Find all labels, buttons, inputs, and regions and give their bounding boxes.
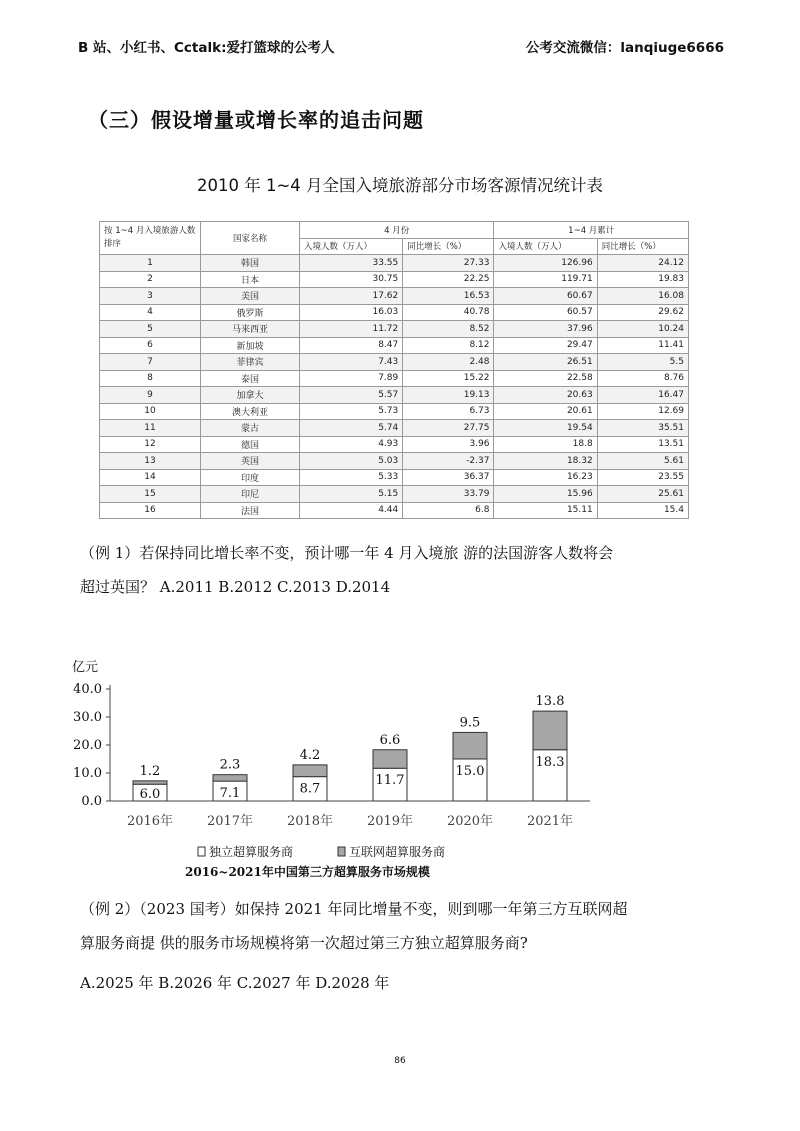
- head-april: 4 月份: [300, 222, 494, 239]
- cell-country: 印度: [201, 469, 300, 486]
- cell-april-growth: 22.25: [403, 271, 494, 288]
- cell-april-growth: 27.75: [403, 420, 494, 437]
- bar-internet-label: 1.2: [139, 763, 161, 779]
- cell-cum-visitors: 19.54: [494, 420, 597, 437]
- bar-independent-label: 8.7: [299, 781, 321, 797]
- head-april-growth: 同比增长（%）: [403, 238, 494, 255]
- bar-internet-label: 9.5: [459, 715, 481, 731]
- head-country: 国家名称: [201, 222, 300, 255]
- cell-country: 日本: [201, 271, 300, 288]
- section-title: （三）假设增量或增长率的追击问题: [88, 108, 424, 132]
- table-row: [100, 255, 689, 272]
- cell-country: 德国: [201, 436, 300, 453]
- cell-april-growth: 8.12: [403, 337, 494, 354]
- cell-april-growth: 19.13: [403, 387, 494, 404]
- legend-label-independent: 独立超算服务商: [209, 845, 294, 859]
- cell-april-growth: 15.22: [403, 370, 494, 387]
- cell-cum-growth: 23.55: [597, 469, 688, 486]
- table-body: [100, 255, 689, 519]
- table-row: [100, 469, 689, 486]
- example1-line1: （例 1）若保持同比增长率不变，预计哪一年 4 月入境旅 游的法国游客人数将会: [80, 544, 614, 562]
- cell-country: 法国: [201, 502, 300, 519]
- table-row: [100, 436, 689, 453]
- cell-april-visitors: 7.89: [300, 370, 403, 387]
- cell-cum-visitors: 60.67: [494, 288, 597, 305]
- bar-independent-label: 7.1: [219, 786, 241, 802]
- table-title: 2010 年 1~4 月全国入境旅游部分市场客源情况统计表: [196, 176, 604, 195]
- cell-country: 新加坡: [201, 337, 300, 354]
- cell-april-visitors: 5.74: [300, 420, 403, 437]
- cell-cum-visitors: 20.61: [494, 403, 597, 420]
- bar-internet-label: 13.8: [535, 694, 565, 710]
- cell-rank: 12: [100, 436, 201, 453]
- cell-cum-growth: 15.4: [597, 502, 688, 519]
- cell-cum-growth: 10.24: [597, 321, 688, 338]
- y-tick-label: 20.0: [73, 738, 102, 753]
- legend-swatch-independent: [198, 847, 205, 856]
- table-row: [100, 502, 689, 519]
- cell-april-visitors: 5.03: [300, 453, 403, 470]
- cell-cum-visitors: 119.71: [494, 271, 597, 288]
- cell-april-growth: 16.53: [403, 288, 494, 305]
- table-row: [100, 321, 689, 338]
- page-header: [78, 36, 724, 58]
- cell-april-visitors: 33.55: [300, 255, 403, 272]
- y-tick-label: 40.0: [73, 682, 102, 697]
- cell-country: 韩国: [201, 255, 300, 272]
- cell-april-visitors: 5.73: [300, 403, 403, 420]
- cell-cum-visitors: 60.57: [494, 304, 597, 321]
- cell-cum-growth: 11.41: [597, 337, 688, 354]
- cell-rank: 7: [100, 354, 201, 371]
- cell-country: 泰国: [201, 370, 300, 387]
- cell-rank: 8: [100, 370, 201, 387]
- legend-swatch-internet: [338, 847, 345, 856]
- table-row: [100, 486, 689, 503]
- cell-april-visitors: 4.44: [300, 502, 403, 519]
- cell-cum-growth: 19.83: [597, 271, 688, 288]
- cell-april-growth: 27.33: [403, 255, 494, 272]
- cell-rank: 10: [100, 403, 201, 420]
- head-april-visitors: 入境人数（万人）: [300, 238, 403, 255]
- cell-rank: 15: [100, 486, 201, 503]
- table-row: [100, 453, 689, 470]
- table-row: [100, 370, 689, 387]
- cell-april-visitors: 30.75: [300, 271, 403, 288]
- cell-cum-visitors: 16.23: [494, 469, 597, 486]
- cell-cum-visitors: 37.96: [494, 321, 597, 338]
- x-tick-label: 2016年: [126, 814, 174, 829]
- table-row: [100, 354, 689, 371]
- cell-country: 蒙古: [201, 420, 300, 437]
- cell-cum-growth: 5.5: [597, 354, 688, 371]
- table-row: [100, 271, 689, 288]
- cell-cum-growth: 5.61: [597, 453, 688, 470]
- x-tick-label: 2017年: [206, 814, 254, 829]
- cell-cum-visitors: 22.58: [494, 370, 597, 387]
- cell-rank: 13: [100, 453, 201, 470]
- cell-country: 澳大利亚: [201, 403, 300, 420]
- cell-april-growth: -2.37: [403, 453, 494, 470]
- page-number: 86: [394, 1056, 406, 1066]
- cell-cum-visitors: 18.32: [494, 453, 597, 470]
- x-tick-label: 2018年: [286, 814, 334, 829]
- table-row: [100, 337, 689, 354]
- bar-internet: [213, 775, 247, 781]
- cell-cum-visitors: 20.63: [494, 387, 597, 404]
- chart-title: 2016~2021年中国第三方超算服务市场规模: [185, 865, 430, 879]
- cell-country: 加拿大: [201, 387, 300, 404]
- table-row: [100, 304, 689, 321]
- cell-april-visitors: 5.57: [300, 387, 403, 404]
- header-left-text: B 站、小红书、Cctalk:爱打篮球的公考人: [78, 40, 335, 56]
- head-cum-visitors: 入境人数（万人）: [494, 238, 597, 255]
- cell-april-visitors: 16.03: [300, 304, 403, 321]
- bar-internet: [453, 732, 487, 759]
- head-cumulative: 1~4 月累计: [494, 222, 689, 239]
- bar-internet: [373, 750, 407, 768]
- cell-country: 英国: [201, 453, 300, 470]
- cell-country: 美国: [201, 288, 300, 305]
- cell-april-visitors: 5.33: [300, 469, 403, 486]
- cell-april-growth: 6.73: [403, 403, 494, 420]
- cell-april-growth: 6.8: [403, 502, 494, 519]
- cell-rank: 4: [100, 304, 201, 321]
- y-tick-label: 10.0: [73, 766, 102, 781]
- cell-cum-growth: 16.47: [597, 387, 688, 404]
- table-row: [100, 387, 689, 404]
- example1-question: [80, 536, 728, 604]
- cell-april-growth: 2.48: [403, 354, 494, 371]
- head-cum-growth: 同比增长（%）: [597, 238, 688, 255]
- cell-cum-visitors: 18.8: [494, 436, 597, 453]
- cell-rank: 5: [100, 321, 201, 338]
- cell-cum-visitors: 29.47: [494, 337, 597, 354]
- cell-country: 马来西亚: [201, 321, 300, 338]
- bar-independent-label: 18.3: [535, 754, 565, 770]
- tourism-stats-table: [99, 221, 689, 519]
- cell-april-visitors: 7.43: [300, 354, 403, 371]
- cell-country: 印尼: [201, 486, 300, 503]
- bar-chart: [60, 645, 600, 885]
- cell-april-visitors: 5.15: [300, 486, 403, 503]
- cell-cum-growth: 29.62: [597, 304, 688, 321]
- header-right-text: 公考交流微信：lanqiuge6666: [525, 40, 724, 56]
- cell-rank: 1: [100, 255, 201, 272]
- table-row: [100, 420, 689, 437]
- cell-country: 菲律宾: [201, 354, 300, 371]
- head-rank: 按 1~4 月入境旅游人数排序: [100, 222, 201, 255]
- cell-april-growth: 8.52: [403, 321, 494, 338]
- cell-april-growth: 36.37: [403, 469, 494, 486]
- bar-independent-label: 11.7: [375, 773, 405, 789]
- cell-cum-visitors: 15.11: [494, 502, 597, 519]
- legend-label-internet: 互联网超算服务商: [349, 845, 446, 859]
- cell-country: 俄罗斯: [201, 304, 300, 321]
- cell-cum-growth: 12.69: [597, 403, 688, 420]
- cell-cum-visitors: 26.51: [494, 354, 597, 371]
- cell-rank: 2: [100, 271, 201, 288]
- cell-cum-growth: 16.08: [597, 288, 688, 305]
- cell-april-visitors: 4.93: [300, 436, 403, 453]
- bar-internet-label: 2.3: [219, 757, 241, 773]
- cell-rank: 14: [100, 469, 201, 486]
- cell-april-visitors: 11.72: [300, 321, 403, 338]
- y-axis-label: 亿元: [72, 660, 99, 675]
- bar-independent-label: 15.0: [455, 764, 485, 779]
- cell-rank: 16: [100, 502, 201, 519]
- bar-independent-label: 6.0: [139, 787, 161, 802]
- bar-internet-label: 4.2: [299, 747, 321, 763]
- example2-line1: （例 2）（2023 国考）如保持 2021 年同比增量不变，则到哪一年第三方互联网超: [80, 900, 628, 918]
- example2-question: [80, 892, 728, 1000]
- cell-cum-visitors: 126.96: [494, 255, 597, 272]
- cell-cum-growth: 8.76: [597, 370, 688, 387]
- cell-cum-growth: 35.51: [597, 420, 688, 437]
- cell-cum-visitors: 15.96: [494, 486, 597, 503]
- cell-april-visitors: 8.47: [300, 337, 403, 354]
- cell-rank: 3: [100, 288, 201, 305]
- bar-internet: [133, 781, 167, 784]
- cell-rank: 9: [100, 387, 201, 404]
- cell-cum-growth: 25.61: [597, 486, 688, 503]
- cell-cum-growth: 13.51: [597, 436, 688, 453]
- example1-line2: 超过英国？ A.2011 B.2012 C.2013 D.2014: [80, 578, 391, 596]
- cell-april-growth: 33.79: [403, 486, 494, 503]
- bar-internet-label: 6.6: [379, 732, 401, 748]
- y-tick-label: 30.0: [73, 710, 102, 725]
- x-tick-label: 2020年: [446, 814, 494, 829]
- cell-april-visitors: 17.62: [300, 288, 403, 305]
- bar-internet: [293, 765, 327, 777]
- y-tick-label: 0.0: [81, 794, 102, 809]
- cell-april-growth: 40.78: [403, 304, 494, 321]
- bar-internet: [533, 711, 567, 750]
- x-tick-label: 2019年: [366, 814, 414, 829]
- cell-rank: 11: [100, 420, 201, 437]
- table-row: [100, 403, 689, 420]
- example2-options: A.2025 年 B.2026 年 C.2027 年 D.2028 年: [80, 974, 390, 992]
- x-tick-label: 2021年: [526, 814, 574, 829]
- example2-line2: 算服务商提 供的服务市场规模将第一次超过第三方独立超算服务商?: [80, 934, 528, 952]
- cell-rank: 6: [100, 337, 201, 354]
- cell-cum-growth: 24.12: [597, 255, 688, 272]
- table-row: [100, 288, 689, 305]
- cell-april-growth: 3.96: [403, 436, 494, 453]
